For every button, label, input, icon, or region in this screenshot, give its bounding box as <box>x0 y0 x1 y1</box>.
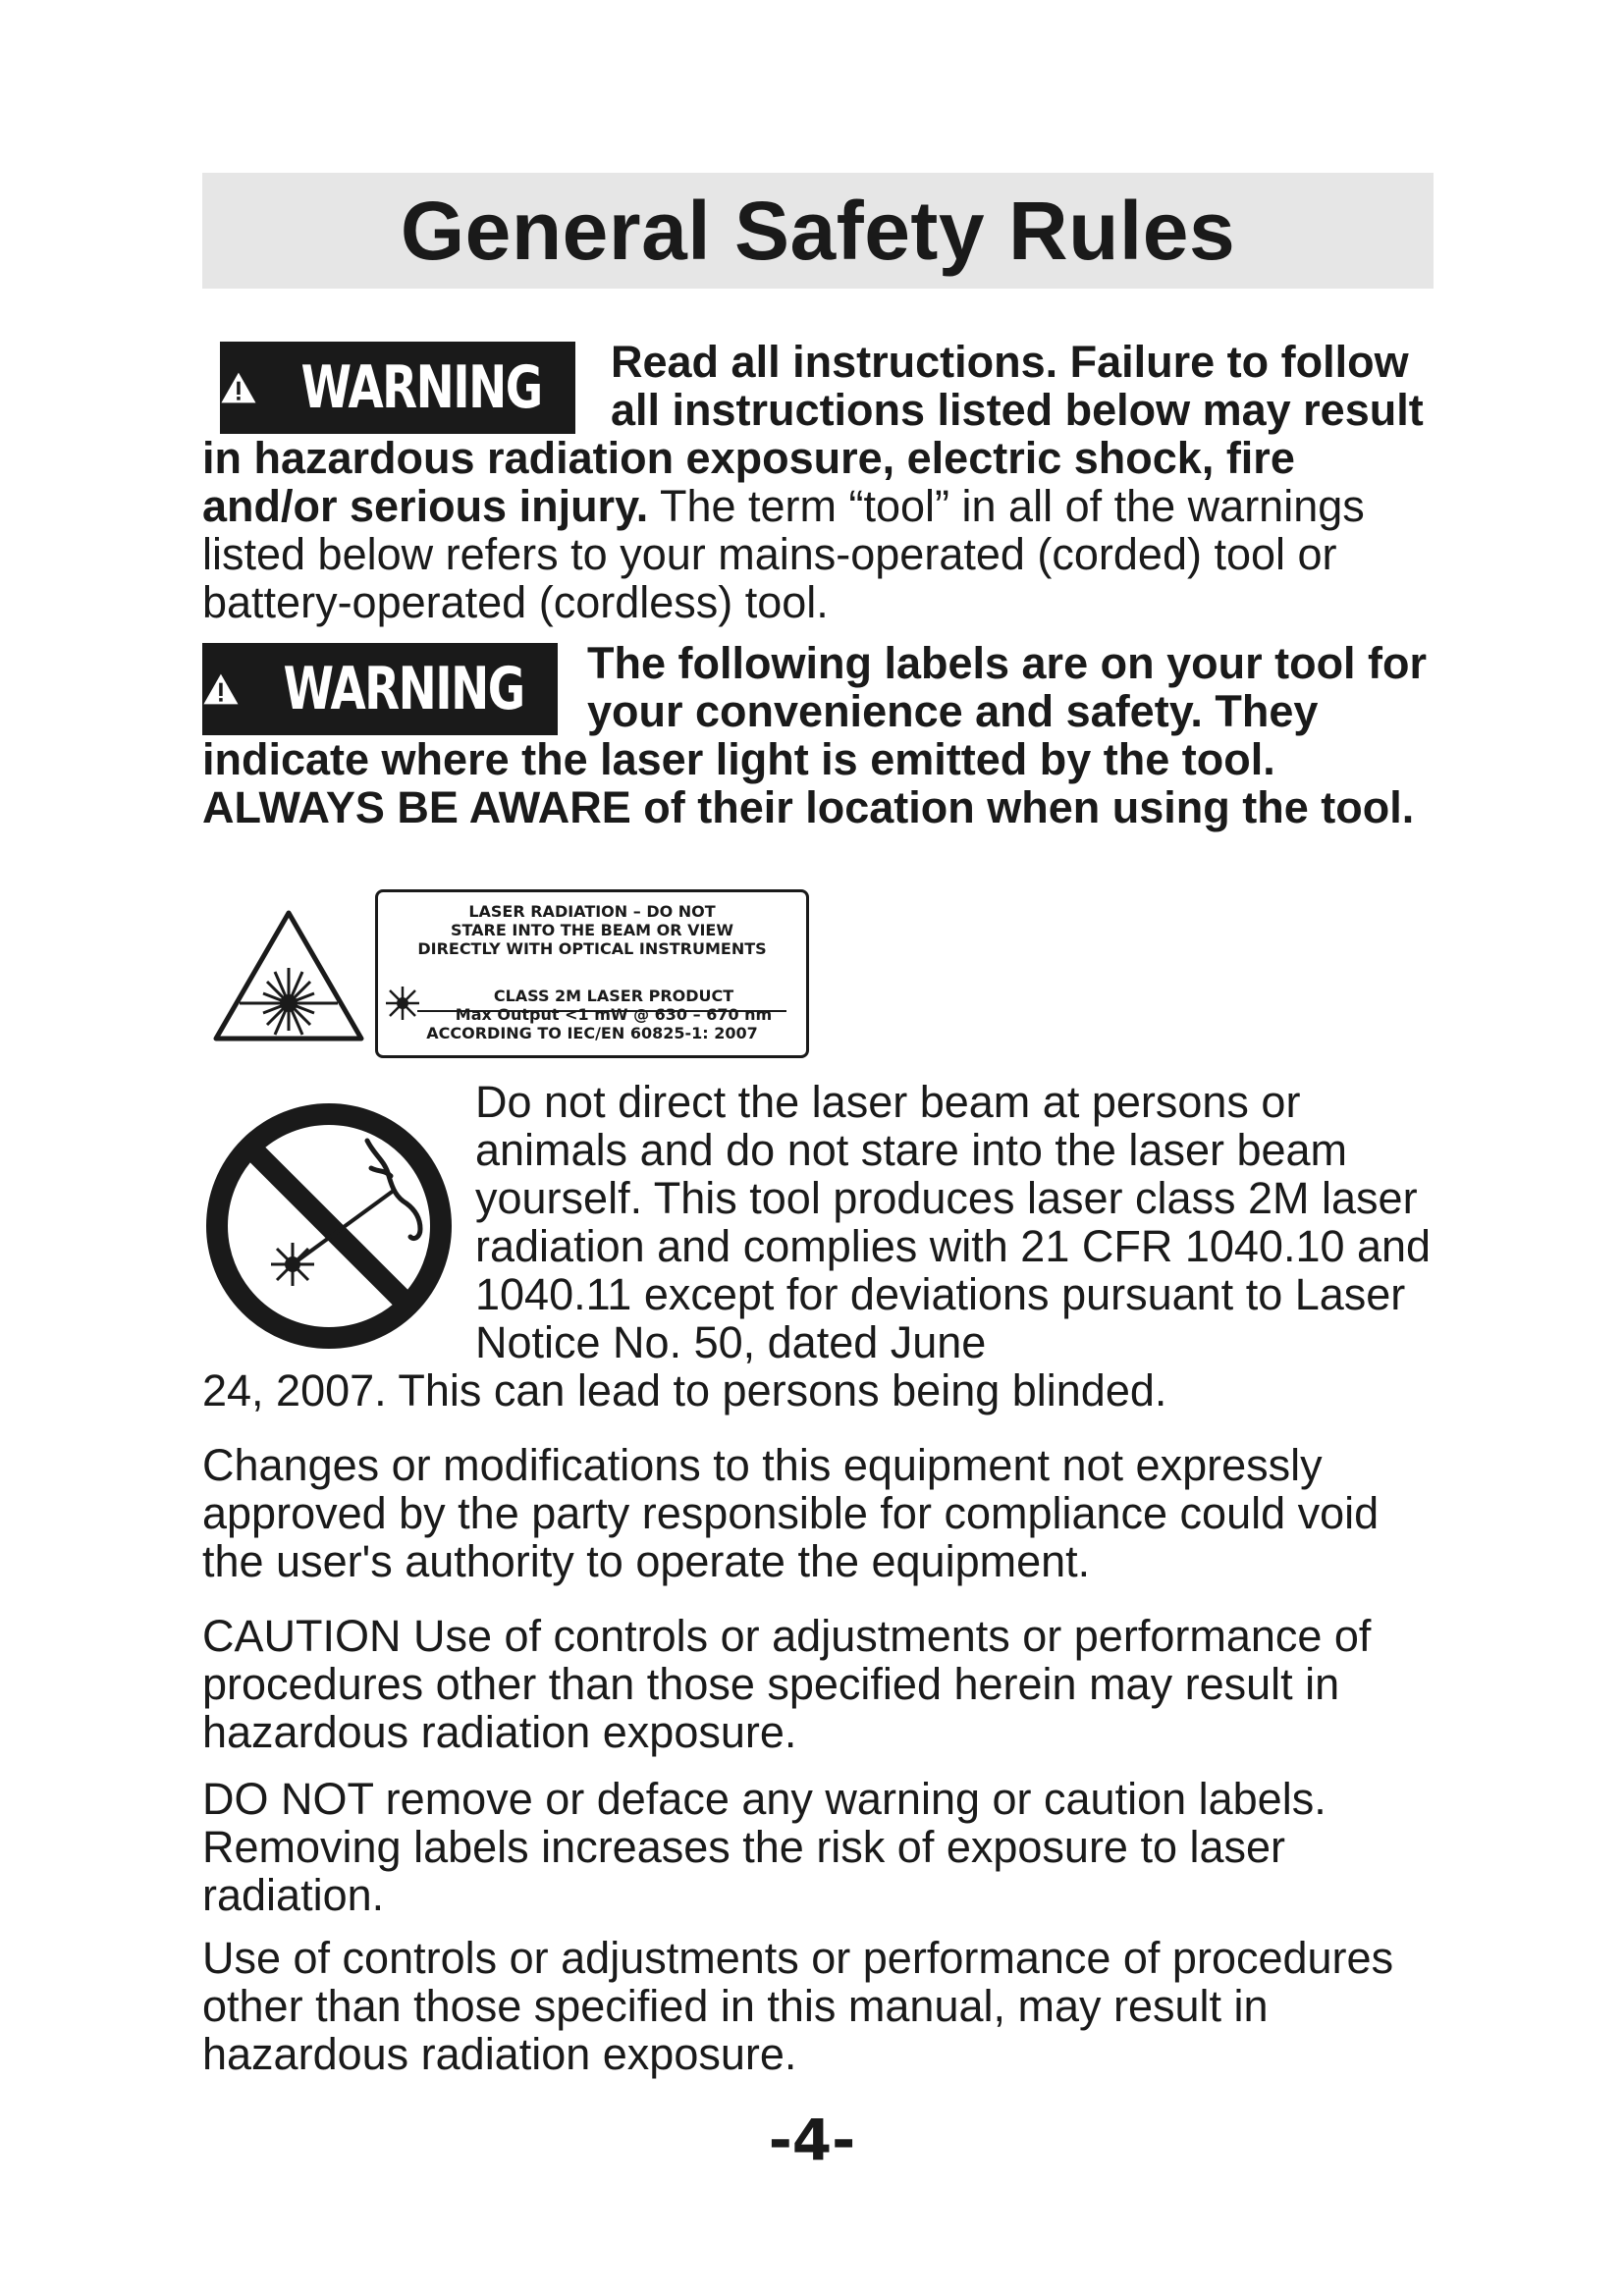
exclamation-triangle-icon <box>220 363 257 412</box>
laser-label-line: LASER RADIATION – DO NOT <box>468 902 716 921</box>
laser-hazard-icon <box>384 985 421 1022</box>
page-title: General Safety Rules <box>400 184 1236 277</box>
laser-label-line: CLASS 2M LASER PRODUCT <box>493 987 734 1005</box>
warning-block-1 <box>202 338 1441 626</box>
laser-warning-label <box>375 889 809 1058</box>
changes-paragraph: Changes or modifications to this equipment not expressly approved by the party responsible for compliance could void the user's authority to operate the equipment. <box>202 1440 1380 1586</box>
warning-badge <box>202 643 558 735</box>
no-laser-at-eyes-icon <box>202 1099 456 1353</box>
caution-paragraph: CAUTION Use of controls or adjustments or performance of procedures other than those specified herein may result in hazardous radiation exposure. <box>202 1611 1372 1757</box>
warning-badge-label: WARNING <box>300 352 542 422</box>
laser-hazard-icon <box>210 907 367 1044</box>
laser-label-line: Max Output <1 mW @ 630 – 670 nm <box>455 1005 773 1024</box>
warning-badge <box>220 342 575 434</box>
laser-label-line: ACCORDING TO IEC/EN 60825-1: 2007 <box>426 1024 758 1042</box>
title-bar <box>202 173 1434 289</box>
do-not-remove-paragraph: DO NOT remove or deface any warning or caution labels. Removing labels increases the risk of exposure to laser radiation. <box>202 1774 1326 1920</box>
warning-2-bold-text: The following labels are on your tool for your convenience and safety. They indicate where the laser light is emitted by the tool. ALWAYS BE AWARE of their location when using the tool. <box>202 638 1428 832</box>
page-number: -4- <box>768 2107 856 2173</box>
use-of-controls-paragraph: Use of controls or adjustments or performance of procedures other than those specified in this manual, may result in hazardous radiation exposure. <box>202 1933 1394 2079</box>
laser-labels <box>210 887 819 1064</box>
laser-beam-paragraph: Do not direct the laser beam at persons or animals and do not stare into the laser beam yourself. This tool produces laser class 2M laser radiation and complies with 21 CFR 1040.10 and 1040.11 except for deviations pursuant to Laser Notice No. 50, dated June <box>475 1077 1432 1367</box>
exclamation-triangle-icon <box>202 665 240 714</box>
warning-1-text: The term “tool” in all of the warnings listed below refers to your mains-operated (corded) tool or battery-operated (cordless) tool. <box>202 481 1365 627</box>
warning-badge-label: WARNING <box>283 654 524 723</box>
warning-1-bold-text: Read all instructions. Failure to follow all instructions listed below may result in hazardous radiation exposure, electric shock, fire and/or serious injury. <box>202 337 1424 531</box>
warning-block-2 <box>202 639 1441 831</box>
laser-label-line: STARE INTO THE BEAM OR VIEW <box>450 921 734 939</box>
label-divider <box>417 1010 786 1012</box>
laser-beam-paragraph-end: 24, 2007. This can lead to persons being blinded. <box>202 1365 1167 1415</box>
laser-label-line: DIRECTLY WITH OPTICAL INSTRUMENTS <box>417 939 767 958</box>
